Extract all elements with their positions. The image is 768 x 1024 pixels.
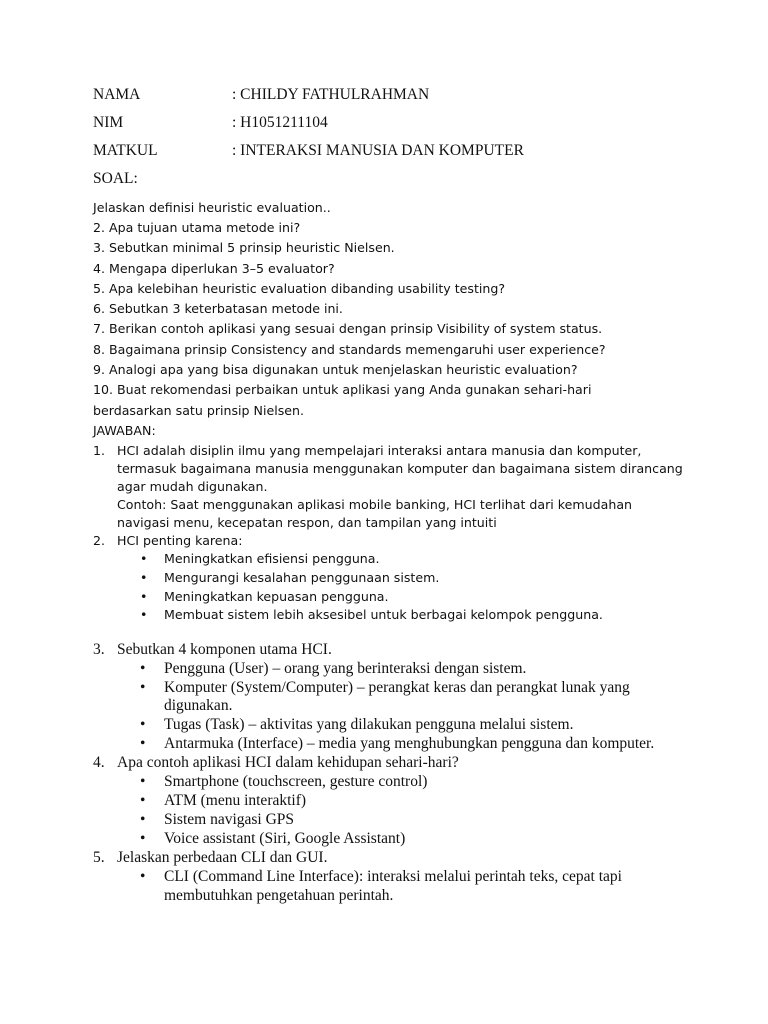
bullet-icon: • [140, 589, 148, 604]
bullet-icon: • [140, 551, 148, 566]
answer-5-number: 5. [93, 849, 105, 866]
answer-1-line: termasuk bagaimana manusia menggunakan komputer dan bagaimana sistem dirancang [117, 461, 683, 476]
answer-2-bullet: Mengurangi kesalahan penggunaan sistem. [164, 570, 440, 585]
bullet-icon: • [140, 735, 146, 752]
field-label-nama: NAMA [93, 86, 141, 103]
bullet-icon: • [140, 811, 146, 828]
answer-1-number: 1. [93, 443, 106, 458]
field-label-nim: NIM [93, 114, 124, 131]
answer-3-text: Sebutkan 4 komponen utama HCI. [117, 641, 332, 658]
answer-1-line: HCI adalah disiplin ilmu yang mempelajari interaksi antara manusia dan komputer, [117, 443, 642, 458]
answer-5-bullet-cont: membutuhkan pengetahuan perintah. [164, 887, 394, 904]
answer-3-bullet: Tugas (Task) – aktivitas yang dilakukan pengguna melalui sistem. [164, 716, 574, 733]
bullet-icon: • [140, 679, 146, 696]
bullet-icon: • [140, 660, 146, 677]
question-4: 4. Mengapa diperlukan 3–5 evaluator? [93, 261, 335, 276]
field-value-matkul: : INTERAKSI MANUSIA DAN KOMPUTER [232, 142, 524, 159]
answer-4-number: 4. [93, 754, 105, 771]
bullet-icon: • [140, 792, 146, 809]
question-6: 6. Sebutkan 3 keterbatasan metode ini. [93, 301, 343, 316]
question-10: 10. Buat rekomendasi perbaikan untuk aplikasi yang Anda gunakan sehari-hari [93, 382, 592, 397]
answer-2-bullet: Meningkatkan efisiensi pengguna. [164, 551, 380, 566]
bullet-icon: • [140, 716, 146, 733]
answer-1-line: agar mudah digunakan. [117, 479, 268, 494]
answer-4-bullet: ATM (menu interaktif) [164, 792, 307, 809]
jawaban-label: JAWABAN: [93, 423, 156, 438]
answer-3-bullet: Antarmuka (Interface) – media yang menghubungkan pengguna dan komputer. [164, 735, 655, 752]
answer-4-bullet: Voice assistant (Siri, Google Assistant) [164, 830, 406, 847]
question-9: 9. Analogi apa yang bisa digunakan untuk menjelaskan heuristic evaluation? [93, 362, 578, 377]
soal-label: SOAL: [93, 170, 138, 187]
bullet-icon: • [140, 773, 146, 790]
answer-2-number: 2. [93, 533, 106, 548]
answer-2-bullet: Meningkatkan kepuasan pengguna. [164, 589, 389, 604]
answer-2-bullet: Membuat sistem lebih aksesibel untuk berbagai kelompok pengguna. [164, 607, 603, 622]
answer-2-text: HCI penting karena: [117, 533, 243, 548]
question-5: 5. Apa kelebihan heuristic evaluation dibanding usability testing? [93, 281, 506, 296]
answer-3-bullet: Pengguna (User) – orang yang berinteraksi dengan sistem. [164, 660, 527, 677]
question-1: Jelaskan definisi heuristic evaluation.. [93, 200, 331, 215]
answer-5-text: Jelaskan perbedaan CLI dan GUI. [117, 849, 328, 866]
answer-1-line: Contoh: Saat menggunakan aplikasi mobile banking, HCI terlihat dari kemudahan [117, 497, 633, 512]
field-value-nim: : H1051211104 [232, 114, 328, 131]
bullet-icon: • [140, 607, 148, 622]
answer-3-number: 3. [93, 641, 105, 658]
answer-3-bullet: Komputer (System/Computer) – perangkat keras dan perangkat lunak yang [164, 679, 630, 696]
question-10-cont: berdasarkan satu prinsip Nielsen. [93, 403, 305, 418]
bullet-icon: • [140, 868, 146, 885]
answer-4-bullet: Smartphone (touchscreen, gesture control) [164, 773, 428, 790]
question-3: 3. Sebutkan minimal 5 prinsip heuristic Nielsen. [93, 240, 395, 255]
question-2: 2. Apa tujuan utama metode ini? [93, 220, 301, 235]
answer-4-text: Apa contoh aplikasi HCI dalam kehidupan sehari-hari? [117, 754, 459, 771]
bullet-icon: • [140, 570, 148, 585]
answer-5-bullet: CLI (Command Line Interface): interaksi melalui perintah teks, cepat tapi [164, 868, 622, 885]
field-label-matkul: MATKUL [93, 142, 158, 159]
question-8: 8. Bagaimana prinsip Consistency and standards memengaruhi user experience? [93, 342, 606, 357]
answer-3-bullet-cont: digunakan. [164, 697, 233, 714]
question-7: 7. Berikan contoh aplikasi yang sesuai dengan prinsip Visibility of system status. [93, 321, 603, 336]
bullet-icon: • [140, 830, 146, 847]
field-value-nama: : CHILDY FATHULRAHMAN [232, 86, 430, 103]
answer-4-bullet: Sistem navigasi GPS [164, 811, 295, 828]
answer-1-line: navigasi menu, kecepatan respon, dan tampilan yang intuiti [117, 515, 497, 530]
